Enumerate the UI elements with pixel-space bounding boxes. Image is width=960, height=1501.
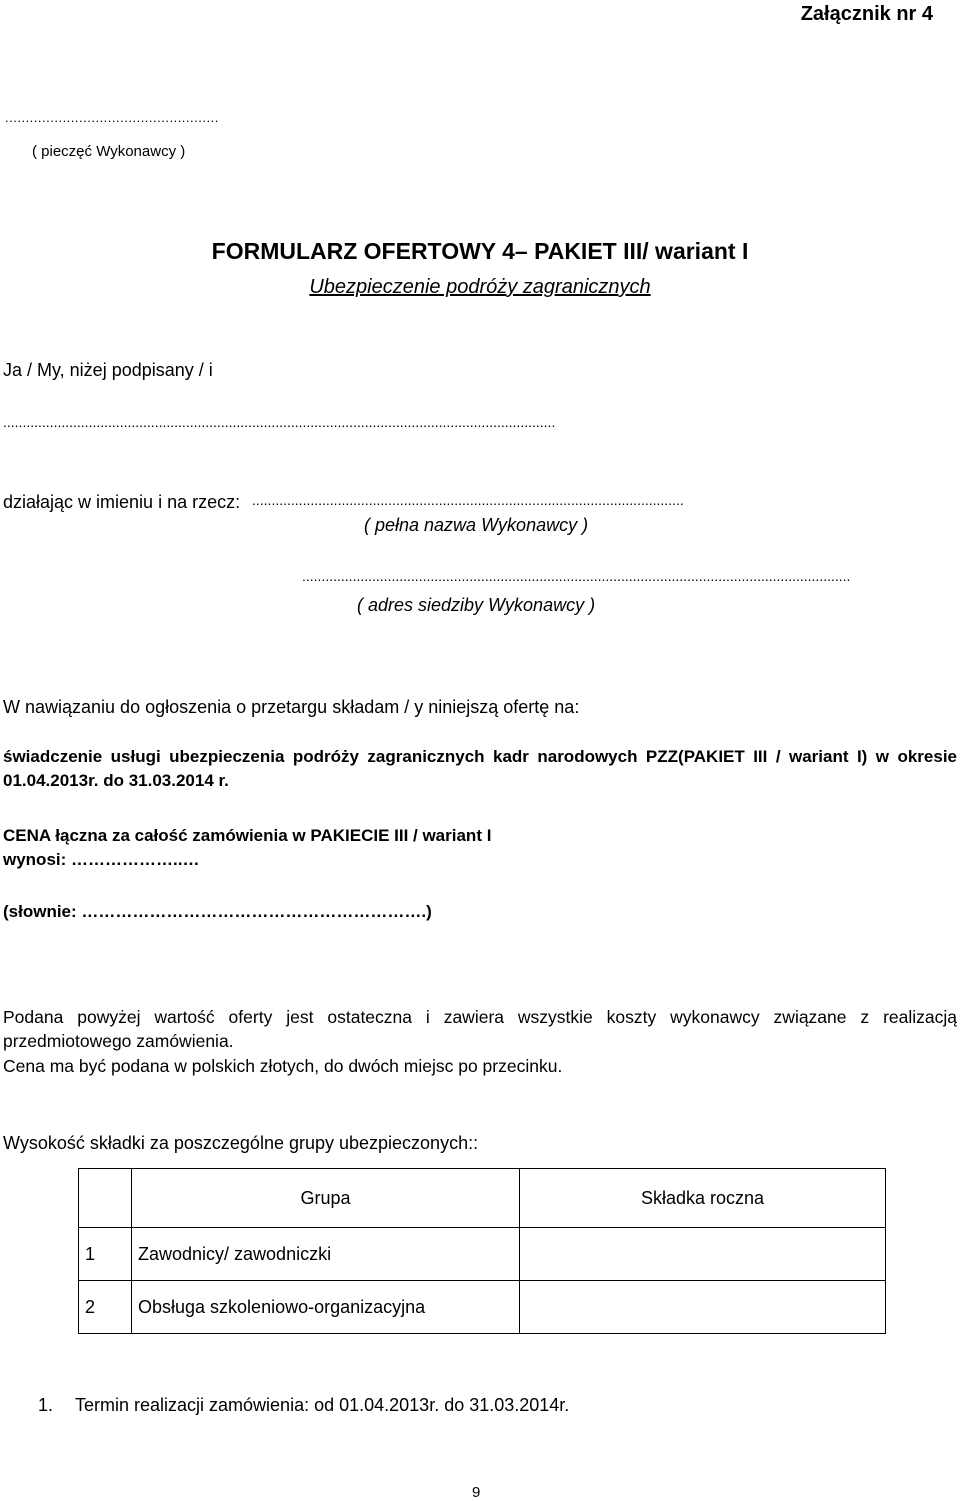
header-group: Grupa [132, 1169, 520, 1228]
header-number [79, 1169, 132, 1228]
signer-intro: Ja / My, niżej podpisany / i [3, 360, 213, 380]
price-line-2: wynosi: ………………..… [3, 850, 200, 869]
table-row [79, 1228, 886, 1281]
address-label: ( adres siedziby Wykonawcy ) [357, 595, 596, 615]
acting-label: działając w imieniu i na rzecz: [3, 492, 241, 512]
reference-text: W nawiązaniu do ogłoszenia o przetargu składam / y niniejszą ofertę na: [3, 697, 580, 717]
form-subtitle: Ubezpieczenie podróży zagranicznych [309, 276, 651, 298]
row-premium-cell[interactable] [520, 1228, 886, 1281]
price-note: Podana powyżej wartość oferty jest ostateczna i zawiera wszystkie koszty wykonawcy związane z realizacją przedmiotowego zamówienia. [3, 1007, 957, 1051]
address-dots: ............................................................................................................................................. [302, 568, 851, 584]
fullname-label: ( pełna nazwa Wykonawcy ) [364, 515, 589, 535]
row-number: 1 [79, 1228, 132, 1281]
signer-name-dots: .............................................................................................................................................. [3, 414, 556, 430]
acting-dots: ............................................................................................................... [252, 492, 684, 508]
row-group: Obsługa szkoleniowo-organizacyjna [132, 1281, 520, 1334]
price-line-1: CENA łączna za całość zamówienia w PAKIECIE III / wariant I [3, 826, 492, 845]
term-text: Termin realizacji zamówienia: od 01.04.2013r. do 31.03.2014r. [75, 1395, 570, 1415]
page-number: 9 [472, 1484, 481, 1501]
table-header-row [79, 1169, 886, 1228]
row-premium-cell[interactable] [520, 1281, 886, 1334]
header-premium: Składka roczna [520, 1169, 886, 1228]
service-description: świadczenie usługi ubezpieczenia podróży zagranicznych kadr narodowych PZZ(PAKIET III / wariant I) w okresie 01.04.2013r. do 31.03.2014 r. [3, 747, 957, 790]
currency-note: Cena ma być podana w polskich złotych, do dwóch miejsc po przecinku. [3, 1056, 563, 1076]
seal-dots: .................................................... [5, 110, 219, 125]
row-group: Zawodnicy/ zawodniczki [132, 1228, 520, 1281]
table-row [79, 1281, 886, 1334]
attachment-label: Załącznik nr 4 [800, 3, 933, 25]
seal-label: ( pieczęć Wykonawcy ) [32, 143, 186, 160]
premium-table [78, 1168, 886, 1334]
row-number: 2 [79, 1281, 132, 1334]
form-title: FORMULARZ OFERTOWY 4– PAKIET III/ wariant I [211, 238, 749, 264]
price-in-words: (słownie: …………………………………………………….) [3, 902, 432, 921]
premium-intro: Wysokość składki za poszczególne grupy ubezpieczonych:: [3, 1133, 479, 1153]
term-number: 1. [38, 1395, 54, 1415]
